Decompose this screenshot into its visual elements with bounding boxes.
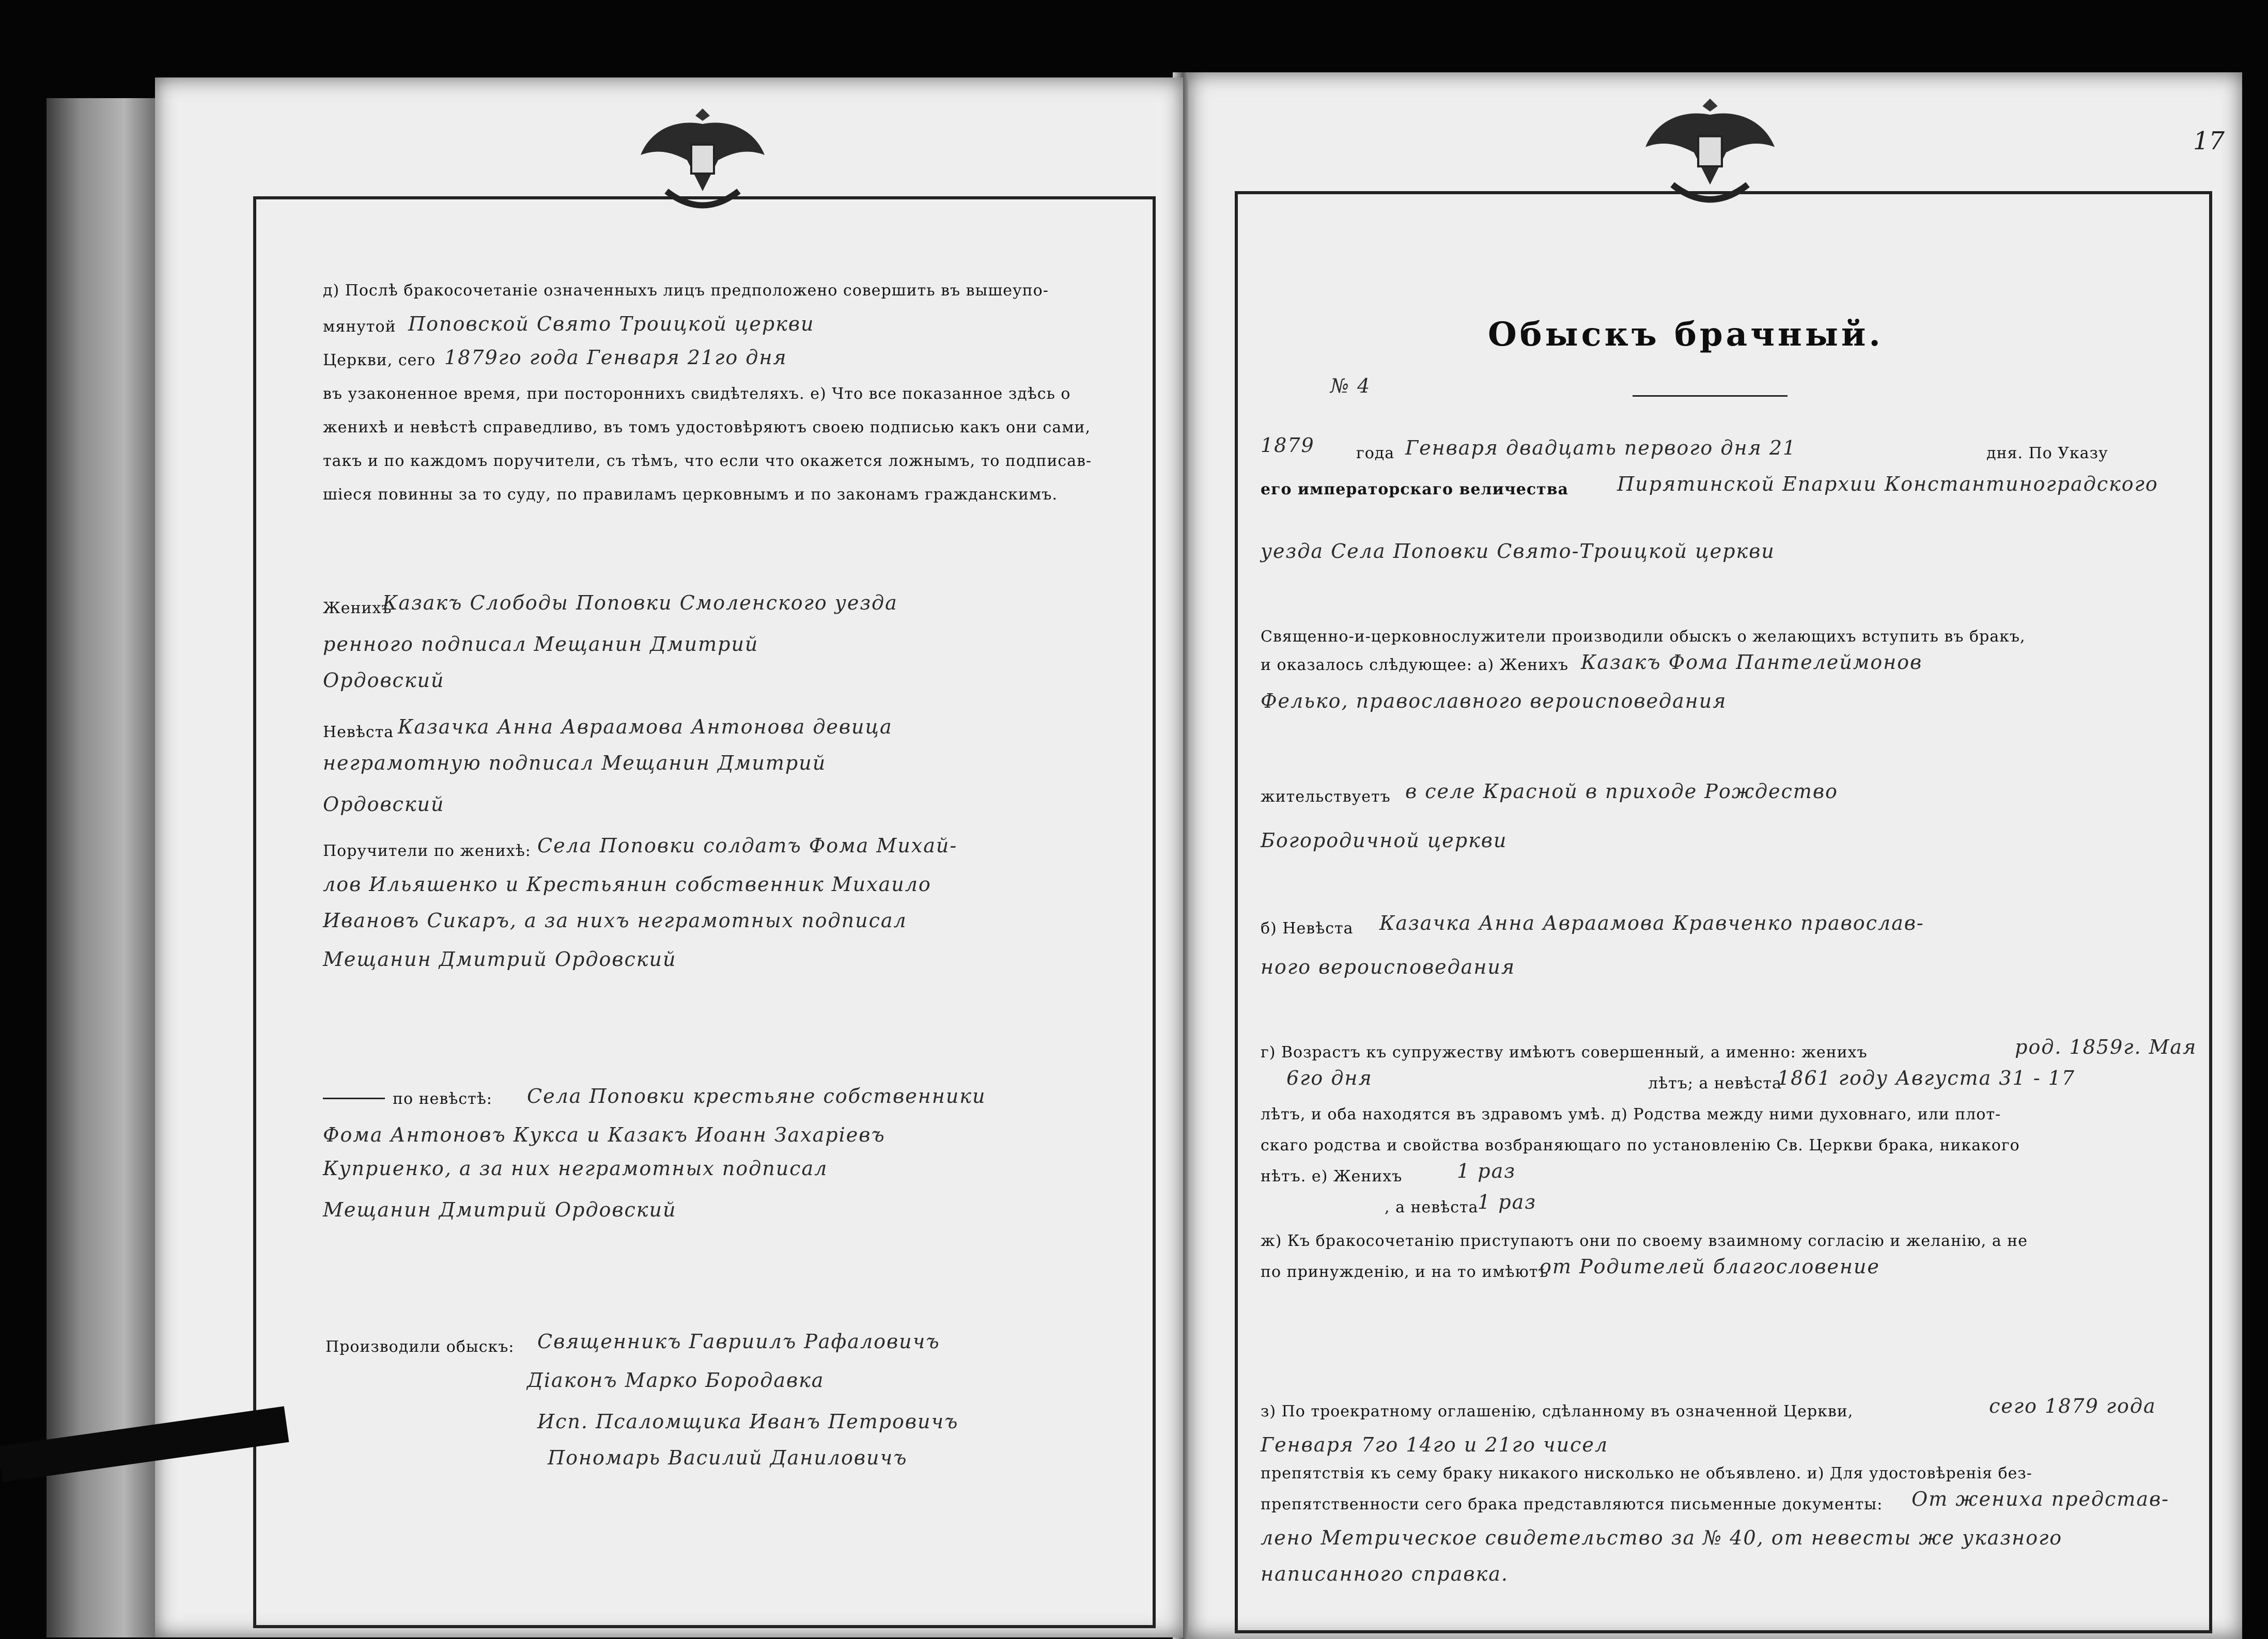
date-year-handwriting: 1879 — [1261, 434, 1315, 457]
age-line: скаго родства и свойства возбраняющаго по установленiю Св. Церкви брака, никакого — [1261, 1136, 2020, 1154]
age-handwriting: 6го дня — [1286, 1067, 1373, 1089]
age-line: нѣтъ. е) Женихъ — [1261, 1167, 1403, 1185]
bride-guarantors-handwriting: Села Поповки крестьяне собственники — [527, 1085, 986, 1107]
announce-line: препятственности сего брака представляются письменные документы: — [1261, 1495, 1883, 1513]
groom-guarantors-handwriting: Мещанин Дмитрий Ордовский — [323, 948, 677, 971]
groom-handwriting: Фелько, православного вероисповедания — [1261, 690, 1727, 712]
document-title: Обыскъ брачный. — [1488, 315, 1884, 354]
documents-handwriting: написанного справка. — [1261, 1563, 1509, 1585]
groom-guarantors-label: Поручители по женихѣ: — [323, 842, 531, 860]
place-handwriting: Пирятинской Епархии Константиноградского — [1617, 473, 2158, 495]
groom-handwriting: ренного подписал Мещанин Дмитрий — [323, 633, 759, 655]
groom-label: Женихъ — [323, 599, 392, 617]
record-number: № 4 — [1330, 374, 1371, 397]
body-label: Церкви, сего — [323, 351, 436, 369]
handwritten-church: Поповской Свято Троицкой церкви — [408, 313, 815, 335]
bride-handwriting: Казачка Анна Авраамова Кравченко православ- — [1379, 912, 1924, 934]
body-label: мянутой — [323, 318, 396, 336]
consent-handwriting: от Родителей благословение — [1540, 1255, 1880, 1278]
age-line: , а невѣста — [1385, 1198, 1479, 1216]
bride-guarantors-handwriting: Куприенко, а за них неграмотных подписал — [323, 1157, 828, 1180]
bride-guarantors-handwriting: Фома Антоновъ Кукса и Казакъ Иоанн Захарiевъ — [323, 1123, 886, 1146]
left-page — [155, 77, 1183, 1637]
dash-line — [323, 1098, 385, 1099]
body-line: такъ и по каждомъ поручители, съ тѣмъ, что если что окажется ложнымъ, то подписав- — [323, 452, 1092, 470]
age-handwriting: род. 1859г. Мая — [2015, 1036, 2197, 1058]
groom-marriage-count: 1 раз — [1457, 1160, 1516, 1182]
title-ornament — [1633, 395, 1788, 397]
searchers-signature: Священникъ Гавриилъ Рафаловичъ — [537, 1330, 940, 1353]
consent-line: ж) Къ бракосочетанiю приступаютъ они по своему взаимному согласiю и желанiю, а не — [1261, 1232, 2028, 1250]
groom-guarantors-handwriting: Села Поповки солдатъ Фома Михай- — [537, 834, 958, 857]
bride-handwriting: неграмотную подписал Мещанин Дмитрий — [323, 752, 827, 774]
book-edge-left — [46, 98, 158, 1637]
consent-line: по принужденiю, и на то имѣютъ — [1261, 1263, 1549, 1281]
bride-label: Невѣста — [323, 723, 394, 741]
place-handwriting: уезда Села Поповки Свято-Троицкой церкви — [1261, 540, 1775, 563]
clergy-line: Священно-и-церковнослужители производили обыскъ о желающихъ вступить въ бракъ, — [1261, 628, 2026, 646]
date-handwriting: Генваря двадцать первого дня 21 — [1405, 436, 1797, 459]
date-year-label: года — [1356, 444, 1395, 462]
bride-handwriting: Ордовский — [323, 793, 445, 816]
age-line: лѣтъ; а невѣста — [1648, 1074, 1782, 1092]
bride-handwriting: ного вероисповедания — [1261, 956, 1515, 978]
announce-handwriting: сего 1879 года — [1989, 1395, 2156, 1417]
residence-label: жительствуетъ — [1261, 788, 1391, 806]
date-day-label: дня. По Указу — [1986, 444, 2108, 462]
groom-handwriting: Ордовский — [323, 669, 445, 692]
documents-handwriting: От жениха представ- — [1912, 1488, 2169, 1510]
handwritten-date: 1879го года Генваря 21го дня — [444, 346, 787, 369]
body-line: д) Послѣ бракосочетанiе означенныхъ лицъ предположено совершить въ вышеупо- — [323, 282, 1049, 300]
bride-marriage-count: 1 раз — [1478, 1191, 1536, 1213]
body-line: женихѣ и невѣстѣ справедливо, въ томъ удостовѣряютъ своею подписью какъ они сами, — [323, 418, 1091, 436]
announce-line: препятствiя къ сему браку никакого нисколько не объявлено. и) Для удостовѣренiя без- — [1261, 1464, 2032, 1482]
body-line: шiеся повинны за то суду, по правиламъ церковнымъ и по законамъ гражданскимъ. — [323, 486, 1058, 504]
age-line: лѣтъ, и оба находятся въ здравомъ умѣ. д) Родства между ними духовнаго, или плот- — [1261, 1105, 2001, 1123]
groom-guarantors-handwriting: лов Ильяшенко и Крестьянин собственник Михаило — [323, 873, 931, 896]
residence-handwriting: в селе Красной в приходе Рождество — [1405, 780, 1838, 803]
residence-handwriting: Богородичной церкви — [1261, 829, 1508, 852]
groom-guarantors-handwriting: Ивановъ Сикаръ, а за нихъ неграмотных подписал — [323, 909, 907, 932]
announce-handwriting: Генваря 7го 14го и 21го чисел — [1261, 1433, 1609, 1456]
bride-guarantors-label: по невѣстѣ: — [393, 1090, 492, 1108]
searchers-signature: Исп. Псаломщика Иванъ Петровичъ — [537, 1410, 959, 1433]
majesty-label: его императорскаго величества — [1261, 480, 1568, 498]
bride-handwriting: Казачка Анна Авраамова Антонова девица — [398, 715, 893, 738]
searchers-signature: Дiаконъ Марко Бородавка — [527, 1369, 825, 1392]
body-line: въ узаконенное время, при постороннихъ свидѣтеляхъ. е) Что все показанное здѣсь о — [323, 385, 1071, 403]
groom-handwriting: Казакъ Фома Пантелеймонов — [1581, 651, 1923, 674]
age-handwriting: 1861 году Августа 31 - 17 — [1777, 1067, 2075, 1089]
page-number: 17 — [2193, 127, 2225, 155]
searchers-label: Производили обыскъ: — [325, 1338, 515, 1356]
groom-handwriting: Казакъ Слободы Поповки Смоленского уезда — [382, 591, 898, 614]
documents-handwriting: лено Метрическое свидетельство за № 40, от невесты же указного — [1261, 1526, 2063, 1549]
age-line: г) Возрастъ къ супружеству имѣютъ совершенный, а именно: женихъ — [1261, 1043, 1868, 1062]
right-page — [1188, 72, 2242, 1639]
bride-label: б) Невѣста — [1261, 919, 1354, 938]
searchers-signature: Пономарь Василий Даниловичъ — [548, 1446, 908, 1469]
bride-guarantors-handwriting: Мещанин Дмитрий Ордовский — [323, 1198, 677, 1221]
clergy-line: и оказалось слѣдующее: а) Женихъ — [1261, 656, 1569, 674]
announce-line: з) По троекратному оглашенiю, сдѣланному въ означенной Церкви, — [1261, 1402, 1854, 1421]
